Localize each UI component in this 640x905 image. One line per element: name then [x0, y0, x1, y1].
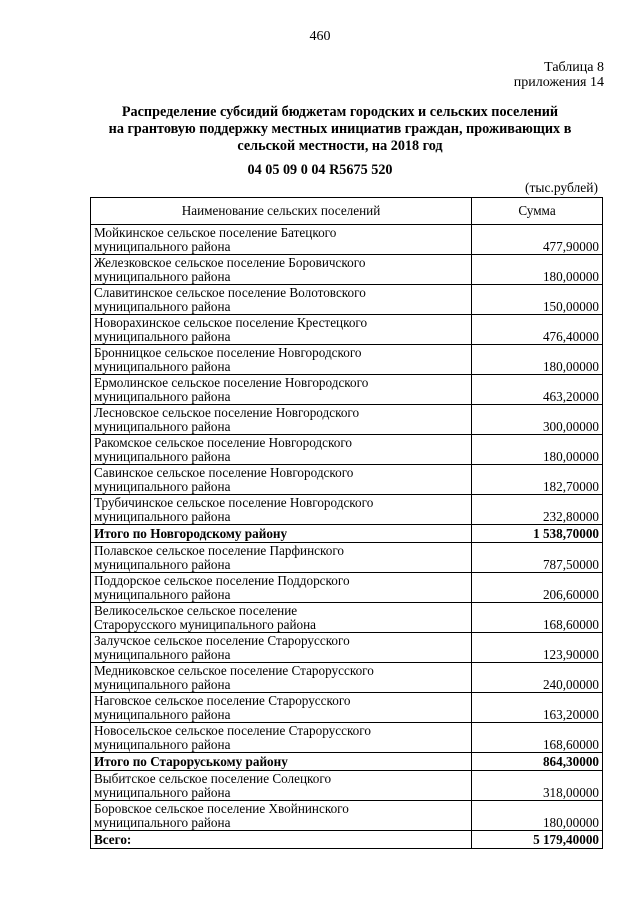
title-line-2: на грантовую поддержку местных инициатив граждан, проживающих в [108, 121, 572, 137]
settlement-name [91, 603, 472, 633]
settlement-name-line-2: муниципального района [94, 785, 231, 800]
settlement-name [91, 225, 472, 255]
amount-cell: 463,20000 [472, 375, 603, 405]
settlement-name-line-1: Великосельское сельское поселение [94, 603, 298, 618]
settlement-name-line-1: Новосельское сельское поселение Старорусского [94, 723, 371, 738]
total-label: Итого по Староруському району [91, 753, 472, 771]
settlement-name-line-1: Выбитское сельское поселение Солецкого [94, 771, 332, 786]
table-row [91, 771, 603, 801]
settlement-name-line-2: муниципального района [94, 647, 231, 662]
settlement-name-line-1: Бронницкое сельское поселение Новгородского [94, 345, 362, 360]
total-row [91, 753, 603, 771]
amount-cell: 864,30000 [472, 753, 603, 771]
settlement-name-line-1: Славитинское сельское поселение Волотовского [94, 285, 366, 300]
settlement-name-line-2: Старорусского муниципального района [94, 617, 317, 632]
table-reference-line-1: Таблица 8 [544, 60, 604, 75]
title-line-1: Распределение субсидий бюджетам городских и сельских поселений [121, 104, 559, 120]
settlement-name-line-2: муниципального района [94, 449, 231, 464]
settlement-name-line-2: муниципального района [94, 239, 231, 254]
table-reference [514, 60, 604, 90]
settlement-name-line-2: муниципального района [94, 299, 231, 314]
settlement-name [91, 633, 472, 663]
table-body [91, 225, 603, 849]
settlement-name [91, 435, 472, 465]
amount-cell: 476,40000 [472, 315, 603, 345]
total-row [91, 831, 603, 849]
header-name: Наименование сельских поселений [91, 198, 472, 225]
settlement-name-line-2: муниципального района [94, 509, 231, 524]
settlement-name-line-2: муниципального района [94, 329, 231, 344]
settlement-name-line-2: муниципального района [94, 677, 231, 692]
table-row [91, 435, 603, 465]
settlement-name-line-2: муниципального района [94, 737, 231, 752]
settlement-name [91, 345, 472, 375]
settlement-name [91, 801, 472, 831]
amount-cell: 123,90000 [472, 633, 603, 663]
amount-cell: 240,00000 [472, 663, 603, 693]
table-row [91, 345, 603, 375]
table-row [91, 465, 603, 495]
settlement-name-line-1: Медниковское сельское поселение Старорусского [94, 663, 374, 678]
amount-cell: 182,70000 [472, 465, 603, 495]
settlement-name-line-2: муниципального района [94, 359, 231, 374]
document-title [70, 104, 610, 155]
budget-classification-code: 04 05 09 0 04 R5675 520 [247, 162, 393, 178]
settlement-name-line-2: муниципального района [94, 269, 231, 284]
settlement-name [91, 663, 472, 693]
page-number: 460 [309, 29, 331, 44]
amount-cell: 150,00000 [472, 285, 603, 315]
settlement-name-line-1: Боровское сельское поселение Хвойнинского [94, 801, 349, 816]
table-row [91, 693, 603, 723]
amount-cell: 477,90000 [472, 225, 603, 255]
header-amount: Сумма [472, 198, 603, 225]
amount-cell: 206,60000 [472, 573, 603, 603]
amount-cell: 180,00000 [472, 255, 603, 285]
table-row [91, 375, 603, 405]
settlement-name-line-1: Новорахинское сельское поселение Крестецкого [94, 315, 368, 330]
settlement-name [91, 405, 472, 435]
amount-cell: 318,00000 [472, 771, 603, 801]
settlement-name-line-1: Савинское сельское поселение Новгородского [94, 465, 354, 480]
settlement-name [91, 573, 472, 603]
amount-cell: 163,20000 [472, 693, 603, 723]
units-label: (тыс.рублей) [525, 180, 598, 195]
table-row [91, 285, 603, 315]
settlement-name [91, 465, 472, 495]
settlement-name-line-1: Мойкинское сельское поселение Батецкого [94, 225, 337, 240]
table-row [91, 603, 603, 633]
settlement-name-line-1: Ракомское сельское поселение Новгородского [94, 435, 353, 450]
settlement-name [91, 495, 472, 525]
settlement-name [91, 771, 472, 801]
table-header-row [91, 198, 603, 225]
table-row [91, 495, 603, 525]
settlement-name-line-1: Залучское сельское поселение Старорусского [94, 633, 350, 648]
settlement-name [91, 723, 472, 753]
settlement-name-line-1: Лесновское сельское поселение Новгородского [94, 405, 360, 420]
table-row [91, 405, 603, 435]
amount-cell: 180,00000 [472, 345, 603, 375]
amount-cell: 1 538,70000 [472, 525, 603, 543]
table-row [91, 723, 603, 753]
settlement-name-line-2: муниципального района [94, 419, 231, 434]
total-label: Всего: [91, 831, 472, 849]
settlement-name [91, 285, 472, 315]
title-line-3: сельской местности, на 2018 год [237, 138, 443, 154]
settlement-name-line-1: Поддорское сельское поселение Поддорского [94, 573, 350, 588]
amount-cell: 180,00000 [472, 435, 603, 465]
settlement-name [91, 693, 472, 723]
settlement-name [91, 255, 472, 285]
table-row [91, 315, 603, 345]
amount-cell: 232,80000 [472, 495, 603, 525]
settlement-name-line-1: Железковское сельское поселение Боровичского [94, 255, 366, 270]
settlement-name [91, 375, 472, 405]
table-row [91, 663, 603, 693]
settlement-name-line-1: Трубичинское сельское поселение Новгородского [94, 495, 374, 510]
table-row [91, 225, 603, 255]
table-row [91, 255, 603, 285]
settlement-name-line-1: Наговское сельское поселение Старорусского [94, 693, 351, 708]
amount-cell: 168,60000 [472, 603, 603, 633]
subsidy-table [90, 197, 603, 849]
table-row [91, 573, 603, 603]
settlement-name-line-2: муниципального района [94, 389, 231, 404]
settlement-name-line-1: Полавское сельское поселение Парфинского [94, 543, 345, 558]
settlement-name [91, 315, 472, 345]
table-row [91, 801, 603, 831]
table-reference-line-2: приложения 14 [513, 75, 604, 90]
table-row [91, 633, 603, 663]
settlement-name-line-2: муниципального района [94, 707, 231, 722]
amount-cell: 180,00000 [472, 801, 603, 831]
amount-cell: 787,50000 [472, 543, 603, 573]
settlement-name-line-1: Ермолинское сельское поселение Новгородского [94, 375, 369, 390]
settlement-name-line-2: муниципального района [94, 557, 231, 572]
settlement-name-line-2: муниципального района [94, 479, 231, 494]
settlement-name-line-2: муниципального района [94, 587, 231, 602]
settlement-name-line-2: муниципального района [94, 815, 231, 830]
total-label: Итого по Новгородскому району [91, 525, 472, 543]
settlement-name [91, 543, 472, 573]
amount-cell: 168,60000 [472, 723, 603, 753]
total-row [91, 525, 603, 543]
table-row [91, 543, 603, 573]
amount-cell: 5 179,40000 [472, 831, 603, 849]
amount-cell: 300,00000 [472, 405, 603, 435]
